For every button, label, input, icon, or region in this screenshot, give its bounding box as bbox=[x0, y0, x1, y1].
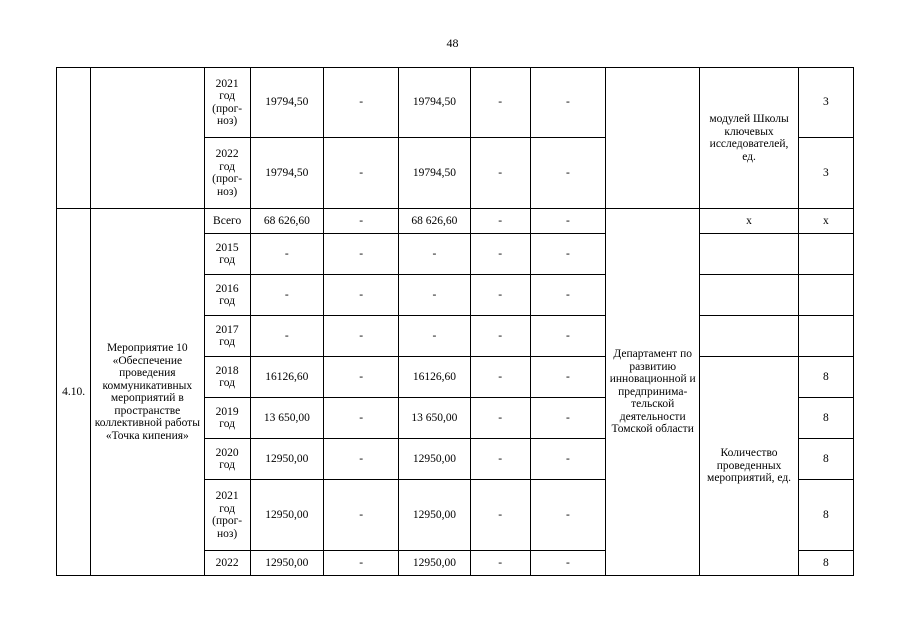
year-cell: 2019 год bbox=[204, 398, 250, 439]
amount-cell: - bbox=[530, 68, 605, 138]
amount-cell: - bbox=[399, 234, 470, 275]
total-cell: 13 650,00 bbox=[250, 398, 323, 439]
amount-cell: 19794,50 bbox=[399, 68, 470, 138]
year-cell: 2022 год (прог- ноз) bbox=[204, 138, 250, 209]
year-cell: 2015 год bbox=[204, 234, 250, 275]
amount-cell: - bbox=[399, 316, 470, 357]
amount-cell: 12950,00 bbox=[399, 480, 470, 551]
amount-cell: - bbox=[323, 357, 398, 398]
indicator-cell: модулей Школы ключевых исследователей, ед. bbox=[700, 68, 798, 209]
empty-cell bbox=[700, 316, 798, 357]
amount-cell: - bbox=[323, 551, 398, 576]
amount-cell: - bbox=[323, 68, 398, 138]
amount-cell: - bbox=[470, 439, 530, 480]
total-cell: - bbox=[250, 275, 323, 316]
year-cell: 2020 год bbox=[204, 439, 250, 480]
table-row bbox=[57, 68, 854, 138]
amount-cell: 16126,60 bbox=[399, 357, 470, 398]
value-cell: 3 bbox=[798, 138, 853, 209]
amount-cell: - bbox=[530, 551, 605, 576]
amount-cell: - bbox=[530, 357, 605, 398]
amount-cell: 68 626,60 bbox=[399, 209, 470, 234]
amount-cell: - bbox=[323, 275, 398, 316]
year-cell: 2017 год bbox=[204, 316, 250, 357]
total-cell: 19794,50 bbox=[250, 138, 323, 209]
empty-cell bbox=[700, 275, 798, 316]
amount-cell: - bbox=[530, 275, 605, 316]
amount-cell: - bbox=[470, 68, 530, 138]
total-cell: 19794,50 bbox=[250, 68, 323, 138]
amount-cell: - bbox=[530, 234, 605, 275]
amount-cell: 12950,00 bbox=[399, 439, 470, 480]
amount-cell: - bbox=[323, 234, 398, 275]
amount-cell: - bbox=[323, 138, 398, 209]
value-cell bbox=[798, 234, 853, 275]
section-number: 4.10. bbox=[57, 209, 91, 576]
amount-cell: - bbox=[470, 480, 530, 551]
amount-cell: - bbox=[399, 275, 470, 316]
year-cell: 2022 bbox=[204, 551, 250, 576]
value-cell bbox=[798, 275, 853, 316]
total-cell: 16126,60 bbox=[250, 357, 323, 398]
indicator-cell: Количество проведенных мероприятий, ед. bbox=[700, 357, 798, 576]
amount-cell: - bbox=[530, 398, 605, 439]
total-cell: 12950,00 bbox=[250, 551, 323, 576]
amount-cell: - bbox=[530, 480, 605, 551]
amount-cell: - bbox=[470, 398, 530, 439]
empty-cell bbox=[700, 234, 798, 275]
program-table bbox=[56, 67, 854, 576]
year-cell: 2021 год (прог- ноз) bbox=[204, 68, 250, 138]
year-cell: 2016 год bbox=[204, 275, 250, 316]
value-cell: 8 bbox=[798, 551, 853, 576]
total-cell: 12950,00 bbox=[250, 480, 323, 551]
amount-cell: 13 650,00 bbox=[399, 398, 470, 439]
amount-cell: - bbox=[530, 316, 605, 357]
amount-cell: - bbox=[470, 138, 530, 209]
value-cell: 3 bbox=[798, 68, 853, 138]
year-cell: 2018 год bbox=[204, 357, 250, 398]
year-cell: 2021 год (прог- ноз) bbox=[204, 480, 250, 551]
amount-cell: - bbox=[470, 209, 530, 234]
amount-cell: - bbox=[323, 316, 398, 357]
year-cell: Всего bbox=[204, 209, 250, 234]
total-cell: - bbox=[250, 234, 323, 275]
executor-cell: Департамент по развитию инновационной и предпринима-тельской деятельности Томской области bbox=[606, 209, 700, 576]
amount-cell: 19794,50 bbox=[399, 138, 470, 209]
value-cell: 8 bbox=[798, 480, 853, 551]
table-row bbox=[57, 209, 854, 234]
amount-cell: - bbox=[470, 357, 530, 398]
empty-cell bbox=[91, 68, 204, 209]
total-cell: 68 626,60 bbox=[250, 209, 323, 234]
empty-cell bbox=[606, 68, 700, 209]
amount-cell: 12950,00 bbox=[399, 551, 470, 576]
amount-cell: - bbox=[470, 316, 530, 357]
value-cell: 8 bbox=[798, 357, 853, 398]
amount-cell: - bbox=[470, 551, 530, 576]
empty-cell bbox=[57, 68, 91, 209]
total-cell: - bbox=[250, 316, 323, 357]
value-cell: 8 bbox=[798, 398, 853, 439]
value-cell bbox=[798, 316, 853, 357]
amount-cell: - bbox=[323, 439, 398, 480]
page-number: 48 bbox=[446, 36, 459, 50]
amount-cell: - bbox=[530, 209, 605, 234]
amount-cell: - bbox=[470, 275, 530, 316]
amount-cell: - bbox=[530, 138, 605, 209]
amount-cell: - bbox=[323, 480, 398, 551]
total-cell: 12950,00 bbox=[250, 439, 323, 480]
value-cell: 8 bbox=[798, 439, 853, 480]
section-name: Мероприятие 10 «Обеспечение проведения коммуникативных мероприятий в пространстве коллективной работы «Точка кипения» bbox=[91, 209, 204, 576]
amount-cell: - bbox=[323, 398, 398, 439]
indicator-cell: х bbox=[700, 209, 798, 234]
amount-cell: - bbox=[323, 209, 398, 234]
value-cell: х bbox=[798, 209, 853, 234]
amount-cell: - bbox=[470, 234, 530, 275]
amount-cell: - bbox=[530, 439, 605, 480]
